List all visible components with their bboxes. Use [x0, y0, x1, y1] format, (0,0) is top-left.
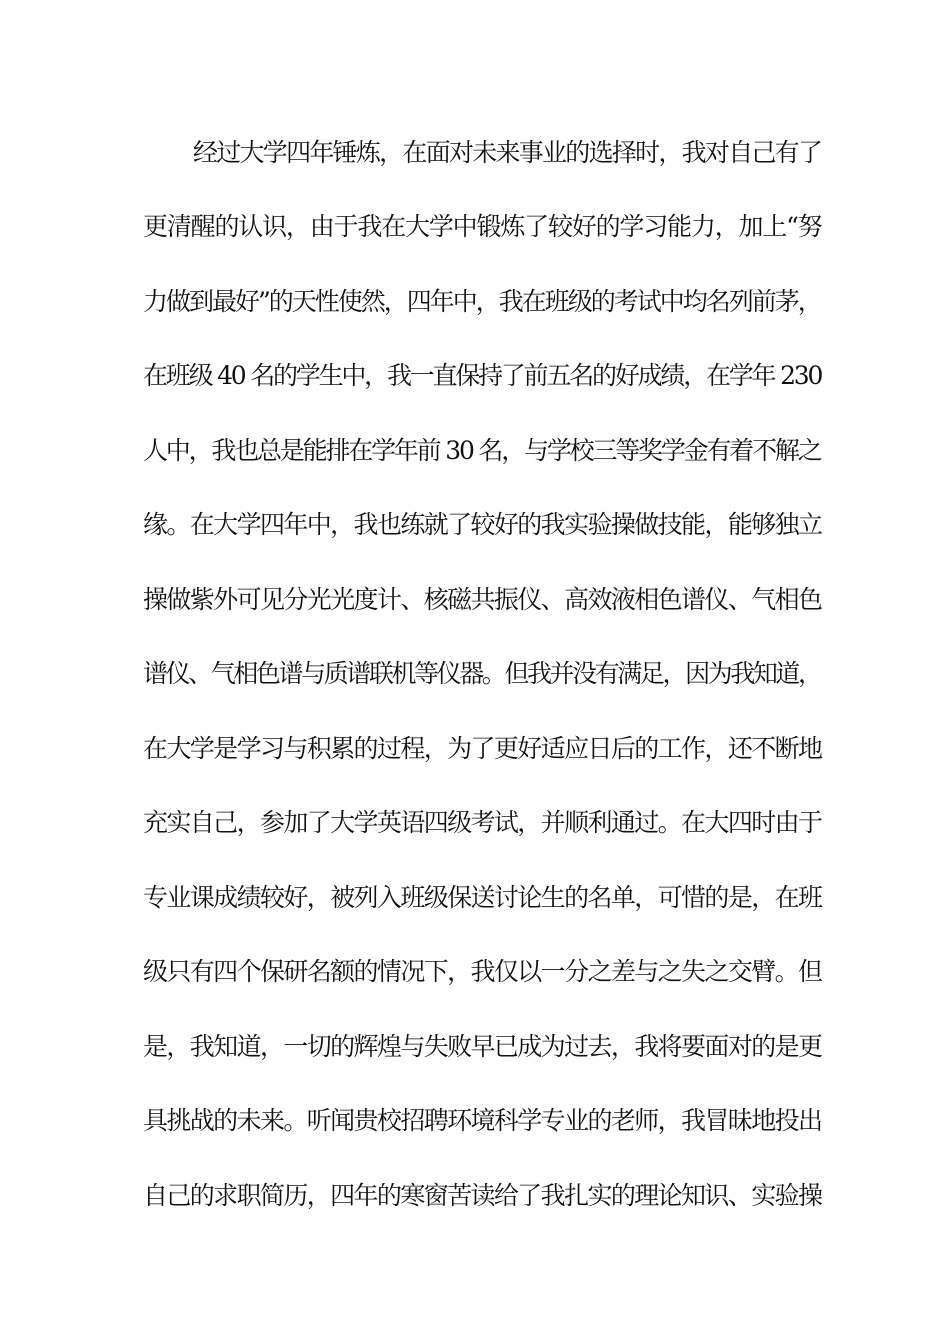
paragraph-line-6: 缘。在大学四年中，我也练就了较好的我实验操做技能，能够独立 — [143, 510, 822, 539]
paragraph-line-2: 更清醒的认识，由于我在大学中锻炼了较好的学习能力，加上“努 — [143, 212, 822, 241]
paragraph-line-5: 人中，我也总是能排在学年前 30 名，与学校三等奖学金有着不解之 — [143, 436, 821, 465]
paragraph-line-11: 专业课成绩较好，被列入班级保送讨论生的名单，可惜的是，在班 — [143, 883, 822, 912]
paragraph-line-3: 力做到最好”的天性使然，四年中，我在班级的考试中均名列前茅， — [143, 287, 821, 316]
paragraph-line-1: 经过大学四年锤炼，在面对未来事业的选择时，我对自己有了 — [193, 138, 822, 167]
paragraph-line-7: 操做紫外可见分光光度计、核磁共振仪、高效液相色谱仪、气相色 — [143, 585, 822, 614]
paragraph-line-10: 充实自己，参加了大学英语四级考试，并顺利通过。在大四时由于 — [143, 808, 822, 837]
paragraph-line-8: 谱仪、气相色谱与质谱联机等仪器。但我并没有满足，因为我知道， — [143, 659, 821, 688]
paragraph-line-14: 具挑战的未来。听闻贵校招聘环境科学专业的老师，我冒昧地投出 — [143, 1106, 822, 1135]
paragraph-line-4: 在班级 40 名的学生中，我一直保持了前五名的好成绩，在学年 230 — [143, 361, 822, 390]
paragraph-line-9: 在大学是学习与积累的过程，为了更好适应日后的工作，还不断地 — [143, 734, 822, 763]
paragraph-line-15: 自己的求职简历，四年的寒窗苦读给了我扎实的理论知识、实验操 — [143, 1181, 822, 1210]
paragraph-line-13: 是，我知道，一切的辉煌与失败早已成为过去，我将要面对的是更 — [143, 1032, 822, 1061]
paragraph-line-12: 级只有四个保研名额的情况下，我仅以一分之差与之失之交臂。但 — [143, 957, 822, 986]
